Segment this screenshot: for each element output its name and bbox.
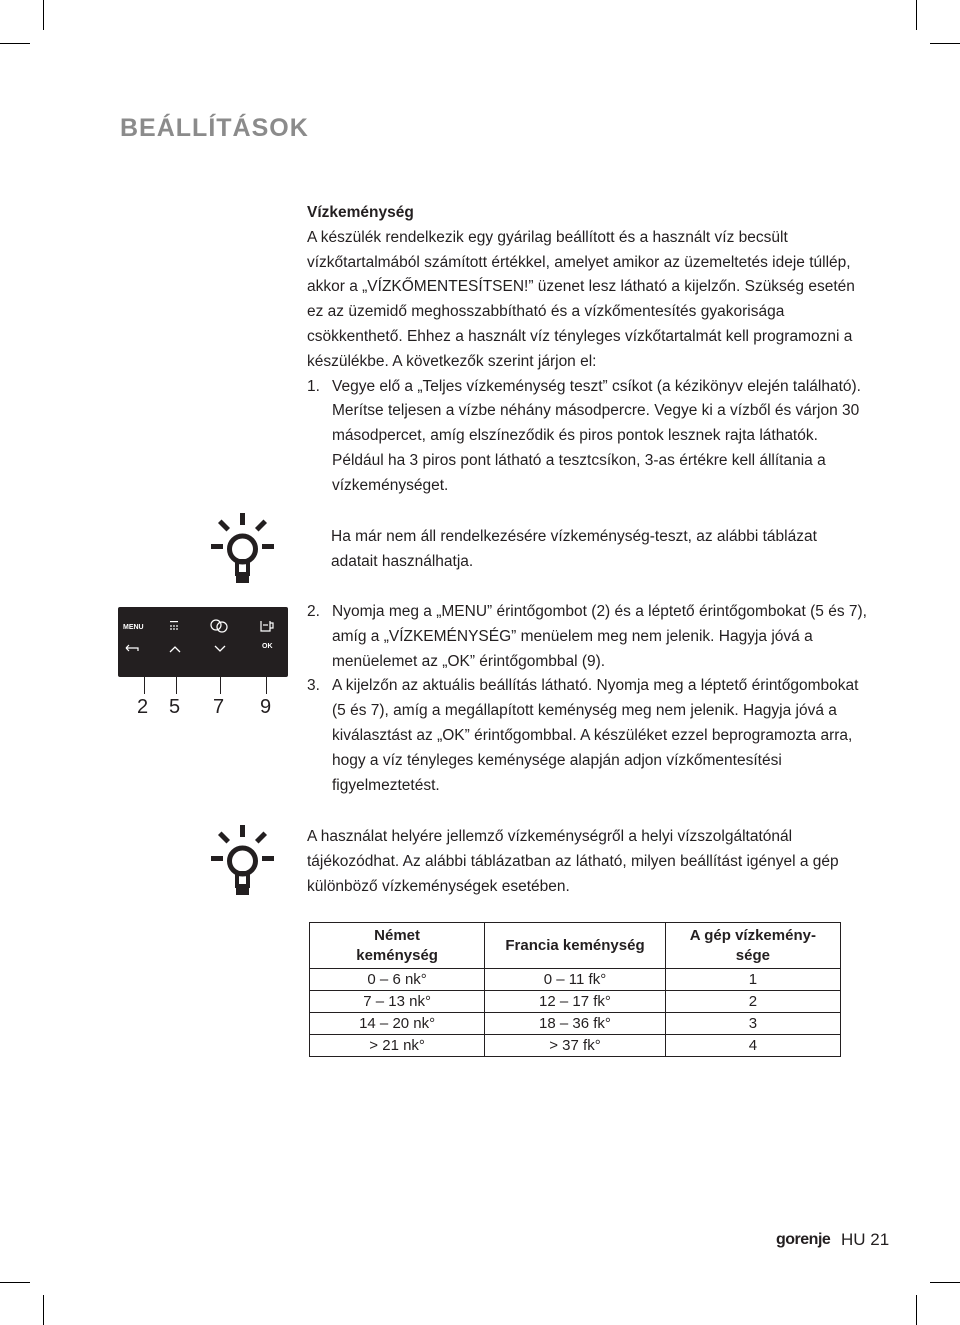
crop-mark bbox=[43, 1295, 44, 1325]
tip-text: Ha már nem áll rendelkezésére vízkeménység-teszt, az alábbi táblázat adatait használhatja. bbox=[331, 528, 817, 570]
page-number: HU 21 bbox=[841, 1230, 890, 1249]
step-text: Vegye elő a „Teljes vízkeménység teszt” csíkot (a kézikönyv elején található). Merítse teljesen a vízbe néhány másodpercre. Vegye ki a vízből és várjon 30 másodpercet, amíg elszíneződik és piros pontok lesznek rajta láthatók. Például ha 3 piros pont látható a tesztcsíkon, 3-as értékre kell állítania a vízkeménységet. bbox=[332, 377, 861, 494]
descale-icon bbox=[211, 620, 227, 632]
table-row bbox=[310, 1035, 841, 1057]
chevron-up-icon[interactable] bbox=[170, 647, 180, 652]
crop-mark bbox=[916, 0, 917, 30]
crop-mark bbox=[930, 43, 960, 44]
tip-text: A használat helyére jellemző vízkeménységről a helyi vízszolgáltatónál tájékozódhat. Az alábbi táblázatban az látható, milyen beállítást igényel a gép különböző vízkeménységek esetében. bbox=[307, 828, 839, 895]
steam-icon bbox=[170, 621, 178, 630]
callout-line bbox=[176, 655, 177, 694]
callout-number: 2 bbox=[137, 696, 149, 718]
table-header-row bbox=[310, 923, 841, 969]
back-arrow-icon[interactable] bbox=[126, 645, 138, 651]
table-cell: 1 bbox=[665, 969, 840, 991]
page-title: BEÁLLÍTÁSOK bbox=[120, 114, 309, 142]
step-text: A kijelzőn az aktuális beállítás látható. Nyomja meg a léptető érintőgombokat (5 és 7), amíg a megállapított keménység meg nem jelenik. Hagyja jóvá a kiválasztást az „OK” érintőgombbal. A készüléket ezzel beprogramozta arra, hogy a víz tényleges keménysége alapján adjon vízkőmentesítési figyelmeztetést. bbox=[332, 677, 859, 794]
menu-label: MENU bbox=[123, 624, 144, 631]
table-row bbox=[310, 969, 841, 991]
column-header: A gép vízkemény-sége bbox=[665, 923, 840, 969]
table-cell: 7 – 13 nk° bbox=[310, 991, 485, 1013]
ok-label: OK bbox=[262, 643, 273, 650]
table-cell: 0 – 6 nk° bbox=[310, 969, 485, 991]
step-number: 2. bbox=[307, 603, 320, 620]
step-number: 3. bbox=[307, 677, 320, 695]
crop-mark bbox=[0, 1282, 30, 1283]
chevron-down-icon[interactable] bbox=[215, 646, 225, 651]
step-number: 1. bbox=[307, 377, 320, 395]
callout-number: 5 bbox=[169, 696, 181, 718]
column-header: Német keménység bbox=[310, 923, 485, 969]
step-item bbox=[307, 674, 867, 798]
table-row bbox=[310, 991, 841, 1013]
steps-block bbox=[307, 600, 867, 798]
step-text: Nyomja meg a „MENU” érintőgombot (2) és a léptető érintőgombokat (5 és 7), amíg a „VÍZKEMÉNYSÉG” menüelem meg nem jelenik. Hagyja jóvá a menüelemet az „OK” érintőgombbal (9). bbox=[332, 603, 867, 670]
table-cell: > 37 fk° bbox=[485, 1035, 666, 1057]
step-item bbox=[307, 600, 867, 674]
table-cell: 14 – 20 nk° bbox=[310, 1013, 485, 1035]
callout-line bbox=[266, 655, 267, 694]
table-cell: 0 – 11 fk° bbox=[485, 969, 666, 991]
table-row bbox=[310, 1013, 841, 1035]
lightbulb-icon bbox=[206, 511, 278, 587]
table-cell: 12 – 17 fk° bbox=[485, 991, 666, 1013]
crop-mark bbox=[916, 1295, 917, 1325]
crop-mark bbox=[43, 0, 44, 30]
hardness-table bbox=[309, 922, 841, 1057]
section-heading: Vízkeménység bbox=[307, 204, 414, 221]
crop-mark bbox=[0, 43, 30, 44]
table-cell: 3 bbox=[665, 1013, 840, 1035]
intro-paragraph: A készülék rendelkezik egy gyárilag beállított és a használt víz becsült vízkőtartalmából számított értékkel, amelyet amikor az üzemeltetés ideje túllép, akkor a „VÍZKŐMENTESÍTSEN!” üzenet lesz látható a kijelzőn. Szükség esetén ez az üzemidő meghosszabbítható és a vízkőmentesítés gyakorisága csökkenthető. Ehhez a használt víz tényleges vízkőtartalmát kell programozni a készülékbe. A következők szerint járjon el: bbox=[307, 228, 855, 370]
callout-line bbox=[220, 655, 221, 694]
callout-number: 9 bbox=[260, 696, 272, 718]
lightbulb-icon bbox=[206, 823, 278, 899]
crop-mark bbox=[930, 1282, 960, 1283]
step-item bbox=[307, 375, 867, 499]
callout-number: 7 bbox=[213, 696, 225, 718]
table-cell: 4 bbox=[665, 1035, 840, 1057]
callout-line bbox=[144, 626, 145, 694]
column-header: Francia keménység bbox=[485, 923, 666, 969]
brand-logo: gorenje bbox=[776, 1231, 831, 1248]
table-cell: 18 – 36 fk° bbox=[485, 1013, 666, 1035]
table-cell: > 21 nk° bbox=[310, 1035, 485, 1057]
table-cell: 2 bbox=[665, 991, 840, 1013]
cup-icon bbox=[261, 621, 273, 631]
main-text bbox=[307, 201, 867, 499]
